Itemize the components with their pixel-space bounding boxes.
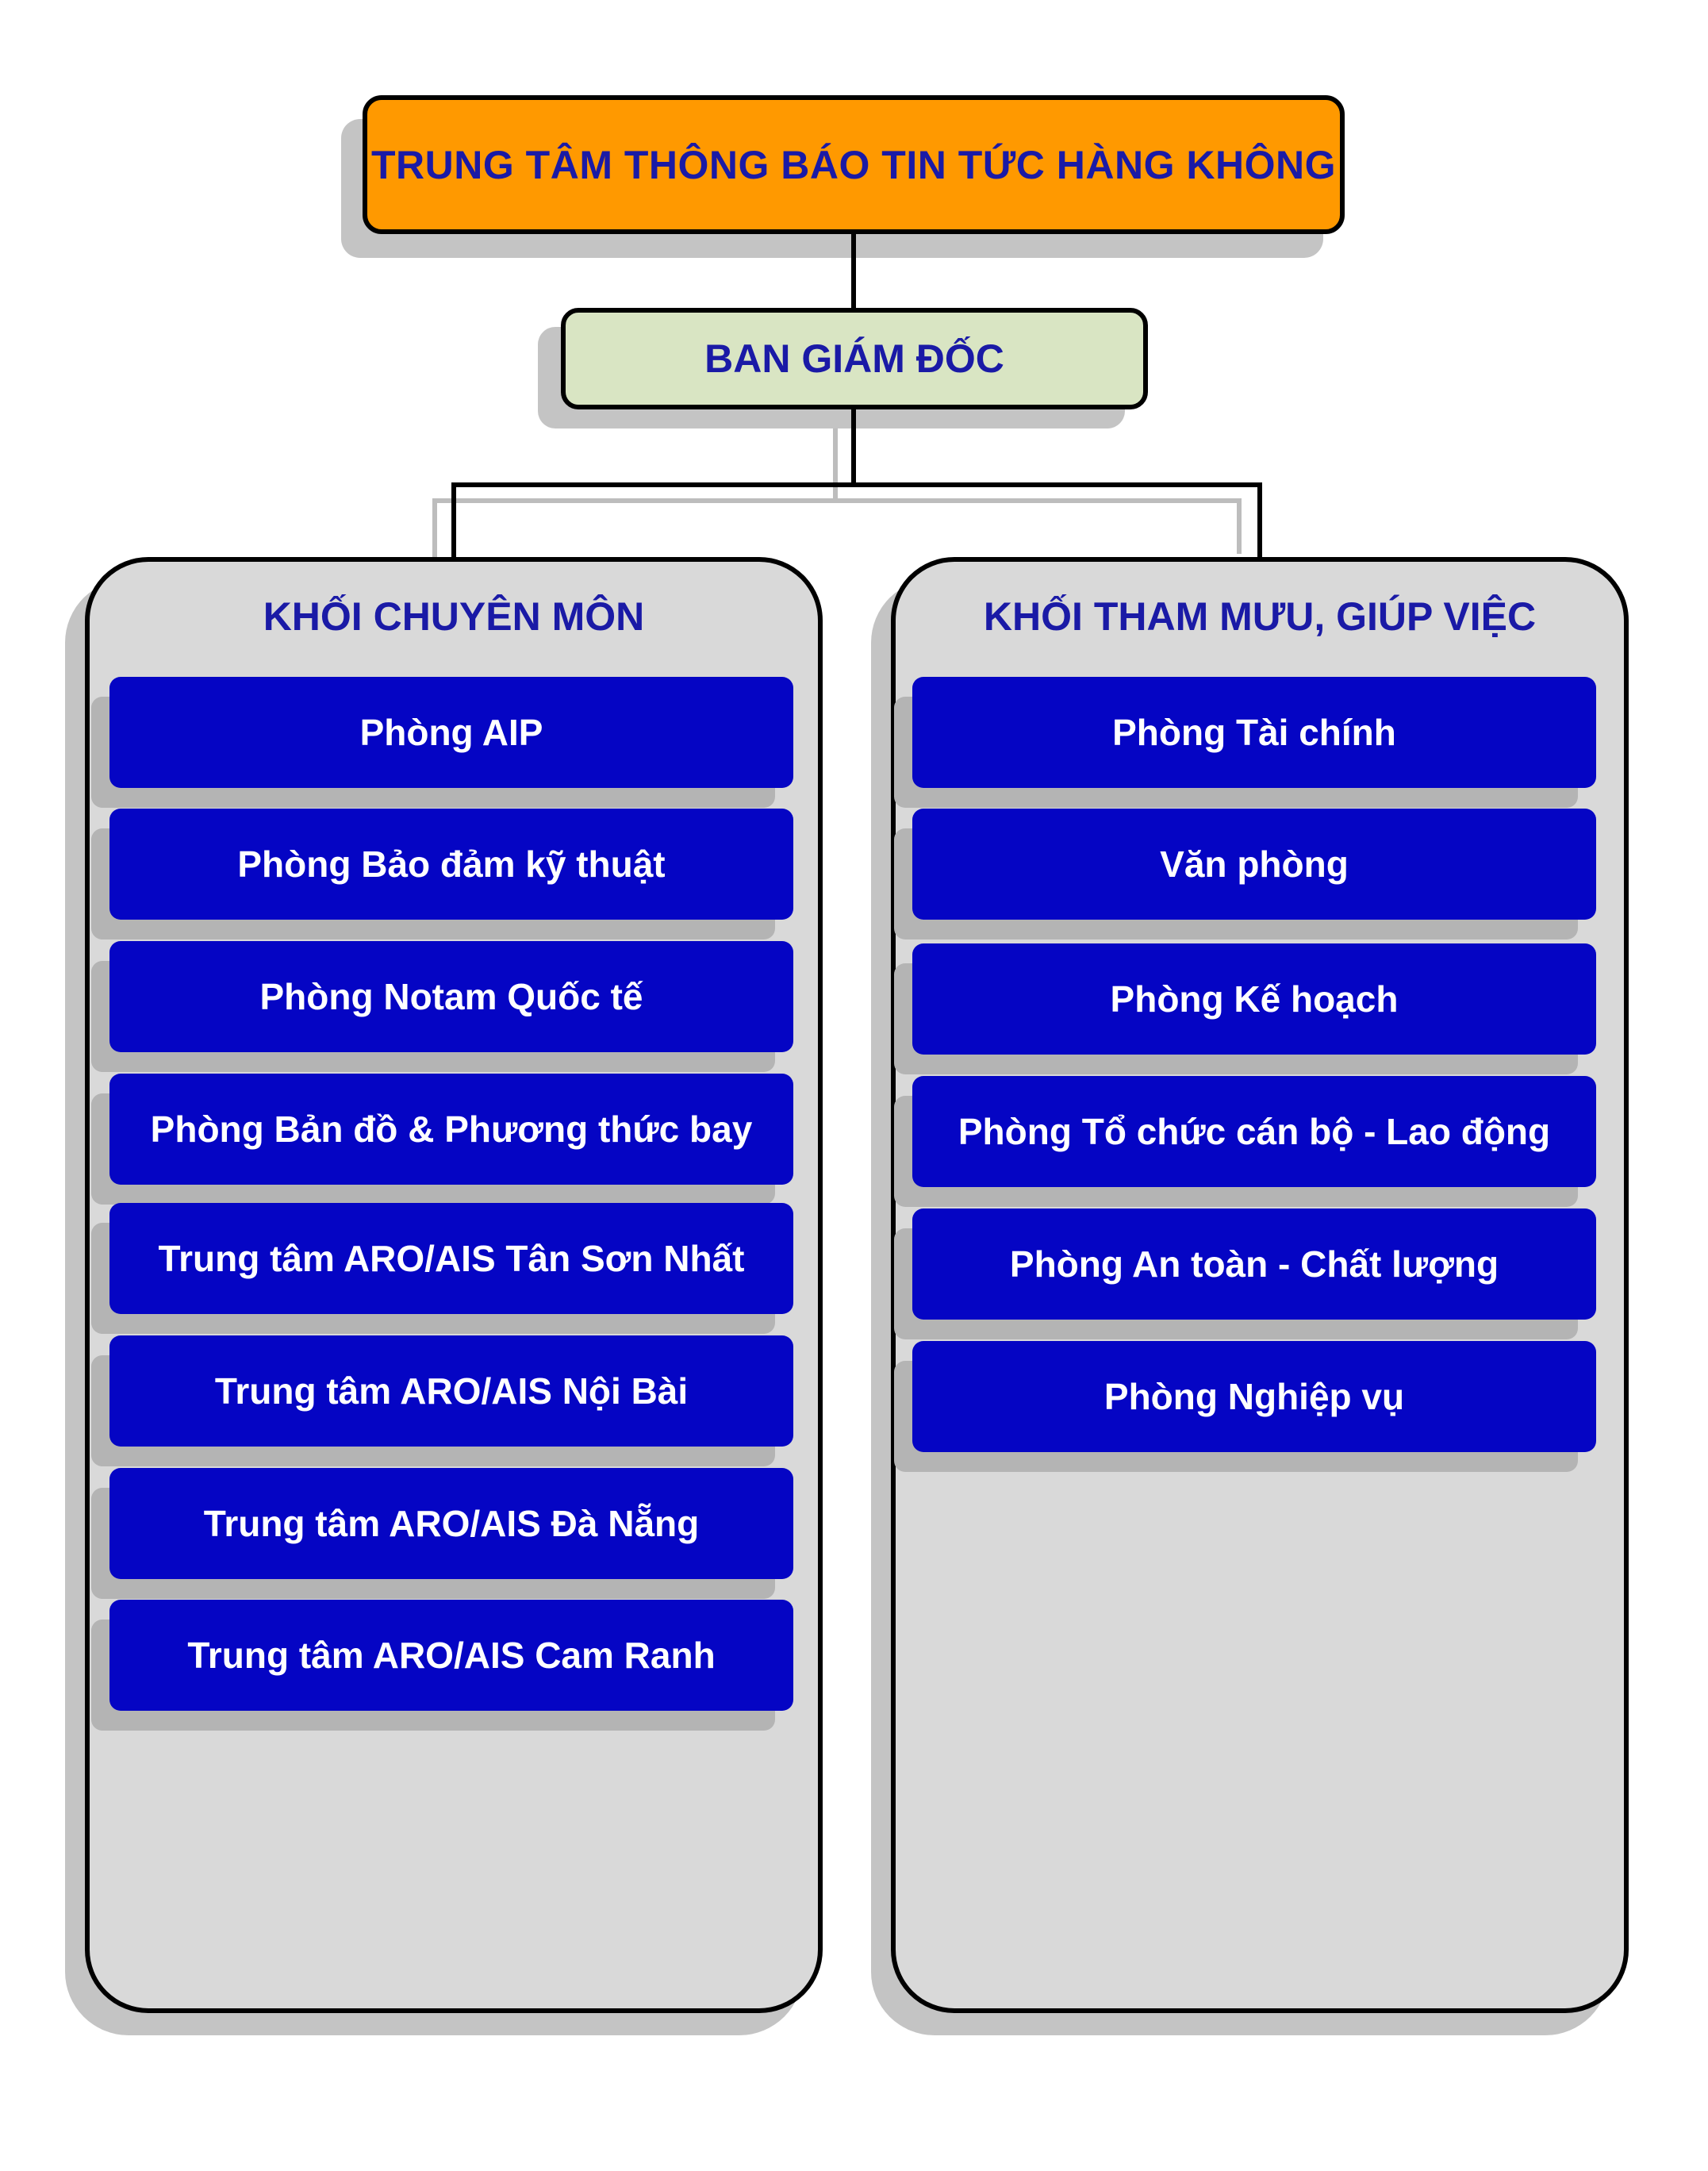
left-item-notam: Phòng Notam Quốc tế bbox=[109, 941, 793, 1052]
center-title-box bbox=[363, 95, 1345, 234]
right-item-finance: Phòng Tài chính bbox=[912, 677, 1596, 788]
connector-horizontal bbox=[451, 482, 1262, 487]
right-item-personnel: Phòng Tổ chức cán bộ - Lao động bbox=[912, 1076, 1596, 1187]
center-title: TRUNG TÂM THÔNG BÁO TIN TỨC HÀNG KHÔNG bbox=[371, 142, 1336, 187]
left-item-noi-bai: Trung tâm ARO/AIS Nội Bài bbox=[109, 1335, 793, 1447]
left-item-da-nang: Trung tâm ARO/AIS Đà Nẵng bbox=[109, 1468, 793, 1579]
directorate-box bbox=[561, 308, 1148, 409]
left-item-tan-son-nhat: Trung tâm ARO/AIS Tân Sơn Nhất bbox=[109, 1203, 793, 1314]
right-item-planning: Phòng Kế hoạch bbox=[912, 943, 1596, 1055]
left-item-cam-ranh: Trung tâm ARO/AIS Cam Ranh bbox=[109, 1600, 793, 1711]
connector-shadow-horizontal bbox=[432, 498, 1242, 503]
left-item-aip: Phòng AIP bbox=[109, 677, 793, 788]
connector-shadow-right bbox=[1237, 498, 1242, 554]
right-item-office: Văn phòng bbox=[912, 809, 1596, 920]
right-panel-title: KHỐI THAM MƯU, GIÚP VIỆC bbox=[983, 594, 1537, 639]
right-item-operations: Phòng Nghiệp vụ bbox=[912, 1341, 1596, 1452]
connector-left bbox=[451, 482, 456, 559]
connector-right bbox=[1257, 482, 1262, 559]
left-panel-title: KHỐI CHUYÊN MÔN bbox=[263, 594, 645, 639]
directorate-title: BAN GIÁM ĐỐC bbox=[704, 336, 1004, 381]
left-item-technical: Phòng Bảo đảm kỹ thuật bbox=[109, 809, 793, 920]
right-item-safety-quality: Phòng An toàn - Chất lượng bbox=[912, 1208, 1596, 1320]
connector-top bbox=[851, 234, 856, 308]
left-item-charts: Phòng Bản đồ & Phương thức bay bbox=[109, 1074, 793, 1185]
connector-shadow-vertical bbox=[833, 428, 838, 501]
connector-vertical bbox=[851, 409, 856, 486]
